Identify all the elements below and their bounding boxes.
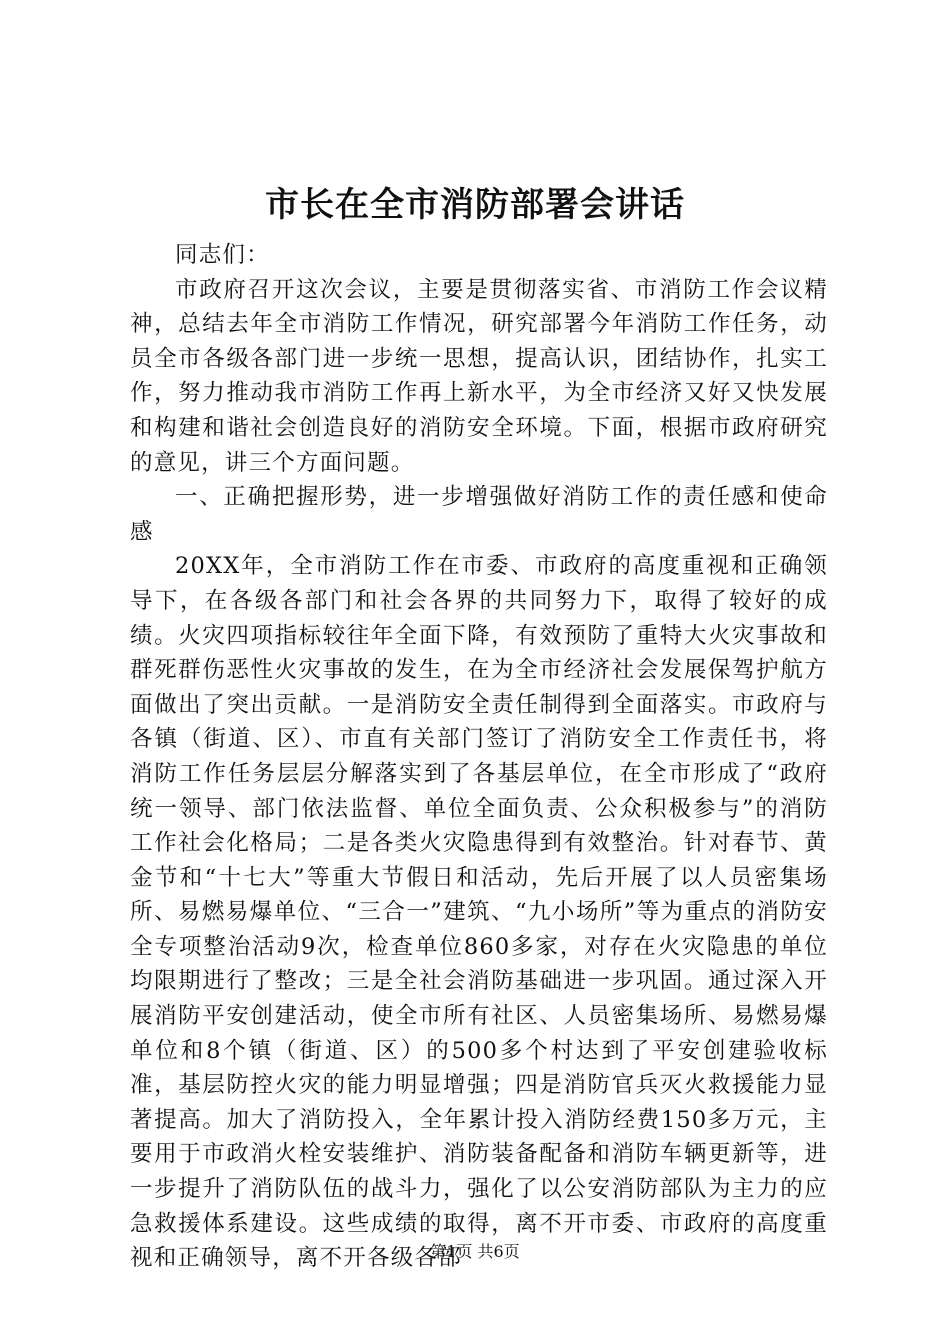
paragraph-intro: 市政府召开这次会议，主要是贯彻落实省、市消防工作会议精神，总结去年全市消防工作情况，研究部署今年消防工作任务，动员全市各级各部门进一步统一思想，提高认识，团结协作，扎实工作，努力推动我市消防工作再上新水平，为全市经济又好又快发展和构建和谐社会创造良好的消防安全环境。下面，根据市政府研究的意见，讲三个方面问题。 — [130, 276, 828, 476]
document-title: 市长在全市消防部署会讲话 — [265, 185, 685, 225]
salutation: 同志们： — [175, 242, 270, 268]
paragraph-achievements: 20XX年，全市消防工作在市委、市政府的高度重视和正确领导下，在各级各部门和社会各界的共同努力下，取得了较好的成绩。火灾四项指标较往年全面下降，有效预防了重特大火灾事故和群死群伤恶性火灾事故的发生，在为全市经济社会发展保驾护航方面做出了突出贡献。一是消防安全责任制得到全面落实。市政府与各镇（街道、区）、市直有关部门签订了消防安全工作责任书，将消防工作任务层层分解落实到了各基层单位，在全市形成了“政府统一领导、部门依法监督、单位全面负责、公众积极参与”的消防工作社会化格局；二是各类火灾隐患得到有效整治。针对春节、黄金节和“十七大”等重大节假日和活动，先后开展了以人员密集场所、易燃易爆单位、“三合一”建筑、“九小场所”等为重点的消防安全专项整治活动9次，检查单位860多家，对存在火灾隐患的单位均限期进行了整改；三是全社会消防基础进一步巩固。通过深入开展消防平安创建活动，使全市所有社区、人员密集场所、易燃易爆单位和8个镇（街道、区）的500多个村达到了平安创建验收标准，基层防控火灾的能力明显增强；四是消防官兵灭火救援能力显著提高。加大了消防投入，全年累计投入消防经费150多万元，主要用于市政消火栓安装维护、消防装备配备和消防车辆更新等，进一步提升了消防队伍的战斗力，强化了以公安消防部队为主力的应急救援体系建设。这些成绩的取得，离不开市委、市政府的高度重视和正确领导，离不开各级各部 — [130, 553, 828, 1272]
page-footer: 第1页 共6页 — [430, 1242, 520, 1261]
document-body — [130, 238, 828, 1276]
section-heading-1: 一、正确把握形势，进一步增强做好消防工作的责任感和使命感 — [130, 484, 828, 545]
